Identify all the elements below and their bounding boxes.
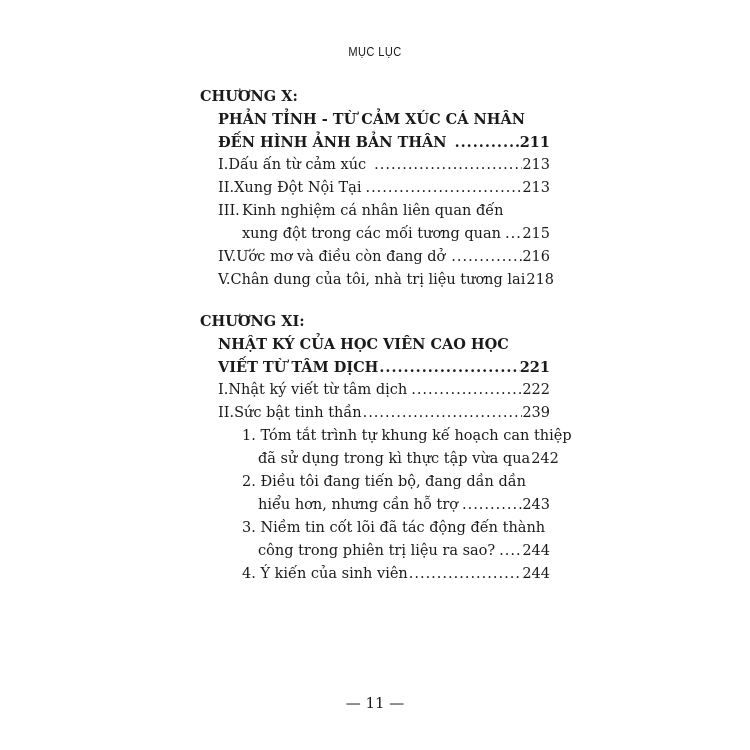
chapter-11-title-line2: VIẾT TỪ TÂM DỊCH (218, 359, 379, 376)
chapter-10-title-row (218, 134, 550, 151)
entry-page: 244 (522, 566, 550, 582)
entry-number: II. (218, 405, 235, 421)
leader-dots (505, 226, 522, 242)
toc-entry (218, 203, 550, 219)
toc-entry (218, 180, 550, 196)
entry-title: Ước mơ và điều còn đang dở (236, 249, 446, 265)
chapter-10-title-line1: PHẢN TỈNH - TỪ CẢM XÚC CÁ NHÂN (218, 111, 525, 128)
leader-dots (379, 359, 519, 376)
chapter-11-title-line1: NHẬT KÝ CỦA HỌC VIÊN CAO HỌC (218, 336, 509, 353)
leader-dots (462, 497, 522, 513)
toc-subentry (242, 566, 550, 582)
chapter-11-page: 221 (519, 359, 550, 376)
leader-dots (499, 543, 522, 559)
entry-title: Kinh nghiệm cá nhân liên quan đến (242, 203, 504, 219)
entry-page: 243 (522, 497, 550, 513)
toc-entry (218, 405, 550, 421)
entry-page: 213 (522, 157, 550, 173)
leader-dots (411, 382, 522, 398)
leader-dots (409, 566, 523, 582)
leader-dots (363, 405, 523, 421)
leader-dots (374, 157, 522, 173)
chapter-11-title-row (218, 359, 550, 376)
entry-title-cont: hiểu hơn, nhưng cần hỗ trợ (258, 497, 458, 513)
entry-number: I. (218, 382, 229, 398)
entry-page: 242 (531, 451, 559, 467)
leader-dots (455, 134, 520, 151)
toc-subentry-continuation (258, 497, 550, 513)
page-header: MỤC LỤC (348, 44, 402, 59)
toc-entry (218, 272, 555, 288)
entry-number: III. (218, 203, 240, 219)
entry-page: 213 (522, 180, 550, 196)
toc-entry (218, 157, 550, 173)
toc-subentry-title: 1. Tóm tắt trình tự khung kế hoạch can thiệp (242, 428, 572, 444)
toc-subentry-continuation (258, 451, 559, 467)
leader-dots (365, 180, 522, 196)
entry-title: Sức bật tinh thần (234, 405, 362, 421)
toc-entry (218, 249, 550, 265)
chapter-10-title-line2: ĐẾN HÌNH ẢNH BẢN THÂN (218, 134, 447, 151)
toc-subentry-title: 2. Điều tôi đang tiến bộ, đang dần dần (242, 474, 526, 490)
entry-page: 244 (522, 543, 550, 559)
toc-entry (218, 382, 550, 398)
chapter-10-heading: CHƯƠNG X: (200, 88, 298, 105)
toc-subentry-continuation (258, 543, 550, 559)
entry-number: I. (218, 157, 229, 173)
chapter-11-heading: CHƯƠNG XI: (200, 313, 305, 330)
entry-page: 218 (526, 272, 555, 288)
entry-title: Xung Đột Nội Tại (234, 180, 362, 196)
entry-title: Chân dung của tôi, nhà trị liệu tương lai (230, 272, 526, 288)
entry-title-cont: công trong phiên trị liệu ra sao? (258, 543, 496, 559)
entry-title: Nhật ký viết từ tâm dịch (228, 382, 408, 398)
toc-entry-continuation (242, 226, 550, 242)
chapter-10-page: 211 (519, 134, 550, 151)
entry-page: 239 (522, 405, 550, 421)
leader-dots (451, 249, 522, 265)
entry-number: II. (218, 180, 235, 196)
entry-title-cont: xung đột trong các mối tương quan (242, 226, 502, 242)
page-number: — 11 — (345, 694, 405, 712)
toc-subentry-title: 3. Niềm tin cốt lõi đã tác động đến thành (242, 520, 546, 536)
entry-number: V. (218, 272, 231, 288)
entry-number: IV. (218, 249, 237, 265)
entry-page: 215 (522, 226, 550, 242)
entry-title: Dấu ấn từ cảm xúc (228, 157, 367, 173)
entry-title-cont: đã sử dụng trong kì thực tập vừa qua (258, 451, 531, 467)
entry-page: 222 (522, 382, 550, 398)
entry-page: 216 (522, 249, 550, 265)
entry-title: 4. Ý kiến của sinh viên (242, 566, 408, 582)
